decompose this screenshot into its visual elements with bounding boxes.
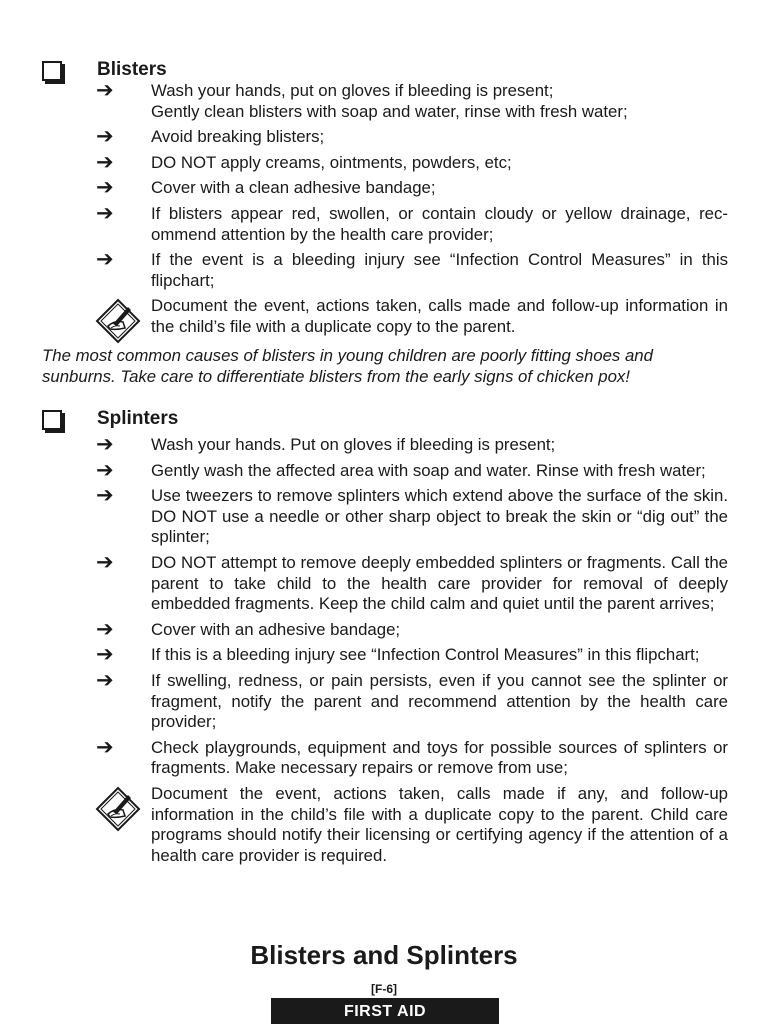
arrow-right-icon: ➔ bbox=[96, 176, 114, 200]
list-item-text: If the event is a bleeding injury see “Infection Control Measures” in this flipchart; bbox=[151, 250, 728, 290]
section-title: Splinters bbox=[97, 408, 179, 429]
list-item-text: Cover with a clean adhesive bandage; bbox=[151, 178, 436, 198]
list-item bbox=[0, 550, 768, 615]
list-item-text: DO NOT attempt to remove deeply embedded splinters or fragments. Call the parent to take child to the health care provider for removal of deeply embedded fragments. Keep the child calm and quiet until the parent arrives; bbox=[151, 552, 728, 614]
arrow-right-icon: ➔ bbox=[96, 150, 114, 174]
arrow-right-icon: ➔ bbox=[96, 550, 114, 574]
arrow-right-icon: ➔ bbox=[96, 79, 114, 102]
list-item-text: Cover with an adhesive bandage; bbox=[151, 619, 401, 639]
list-item bbox=[0, 735, 768, 779]
list-item-text: Avoid breaking blisters; bbox=[151, 127, 325, 147]
document-note bbox=[0, 784, 768, 866]
footer-category-bar: FIRST AID bbox=[271, 998, 499, 1024]
list-item bbox=[0, 178, 768, 199]
arrow-right-icon: ➔ bbox=[96, 735, 114, 759]
blisters-section bbox=[0, 59, 768, 338]
list-item bbox=[0, 668, 768, 733]
list-item-text: Use tweezers to remove splinters which extend above the surface of the skin. DO NOT use a needle or other sharp object to break the skin or “dig out” the splinter; bbox=[151, 486, 728, 547]
document-note bbox=[0, 296, 768, 337]
section-title: Blisters bbox=[97, 59, 167, 80]
list-item-text: Wash your hands, put on gloves if bleeding is present; bbox=[151, 81, 554, 100]
list-item bbox=[0, 645, 768, 666]
list-item-text: DO NOT apply creams, ointments, powders, etc; bbox=[151, 152, 512, 172]
list-item bbox=[0, 435, 768, 456]
arrow-right-icon: ➔ bbox=[96, 125, 114, 149]
document-note-text: Document the event, actions taken, calls made and follow-up information in the child’s file with a duplicate copy to the parent. bbox=[151, 296, 728, 336]
list-item bbox=[0, 150, 768, 174]
list-item bbox=[0, 617, 768, 641]
blisters-italic-note: The most common causes of blisters in young children are poorly fitting shoes and sunburns. Take care to differentiate blisters from the early signs of chicken pox! bbox=[42, 346, 653, 386]
list-item-text: Gently clean blisters with soap and water, rinse with fresh water; bbox=[151, 101, 628, 121]
list-item bbox=[0, 458, 768, 482]
list-item bbox=[0, 486, 768, 548]
arrow-right-icon: ➔ bbox=[96, 458, 114, 482]
checkbox-icon[interactable] bbox=[42, 410, 62, 430]
splinters-heading bbox=[0, 408, 768, 432]
document-note-text: Document the event, actions taken, calls made if any, and follow-up information in the child’s file with a duplicate copy to the parent. Child care programs should notify their licensing or certifying agency if the attention of a health care provider is required. bbox=[151, 783, 728, 865]
list-item bbox=[0, 201, 768, 245]
arrow-right-icon: ➔ bbox=[96, 643, 114, 667]
blisters-list bbox=[0, 81, 768, 338]
arrow-right-icon: ➔ bbox=[96, 484, 114, 508]
list-item-text: If blisters appear red, swollen, or contain cloudy or yellow drainage, recommend attention by the health care provider; bbox=[151, 203, 728, 244]
list-item bbox=[0, 250, 768, 291]
splinters-section bbox=[0, 408, 768, 866]
page-title: Blisters and Splinters bbox=[250, 940, 518, 970]
checkbox-icon[interactable] bbox=[42, 61, 62, 81]
arrow-right-icon: ➔ bbox=[96, 248, 114, 272]
list-item-text: If this is a bleeding injury see “Infection Control Measures” in this flipchart; bbox=[151, 645, 700, 665]
arrow-right-icon: ➔ bbox=[96, 201, 114, 225]
list-item bbox=[0, 127, 768, 148]
list-item-text: Gently wash the affected area with soap and water. Rinse with fresh water; bbox=[151, 460, 706, 480]
list-item-text: Wash your hands. Put on gloves if bleeding is present; bbox=[151, 435, 556, 454]
splinters-list bbox=[0, 435, 768, 866]
list-item-text: Check playgrounds, equipment and toys for possible sources of splinters or fragments. Make necessary repairs or remove from use; bbox=[151, 737, 728, 778]
list-item-text: If swelling, redness, or pain persists, even if you cannot see the splinter or fragment, notify the parent and recommend attention by the health care provider; bbox=[151, 670, 728, 732]
page-number: [F-6] bbox=[371, 982, 397, 996]
arrow-right-icon: ➔ bbox=[96, 617, 114, 641]
document-writing-icon bbox=[95, 786, 141, 832]
arrow-right-icon: ➔ bbox=[96, 433, 114, 456]
list-item bbox=[0, 81, 768, 122]
document-writing-icon bbox=[95, 298, 141, 344]
arrow-right-icon: ➔ bbox=[96, 668, 114, 692]
